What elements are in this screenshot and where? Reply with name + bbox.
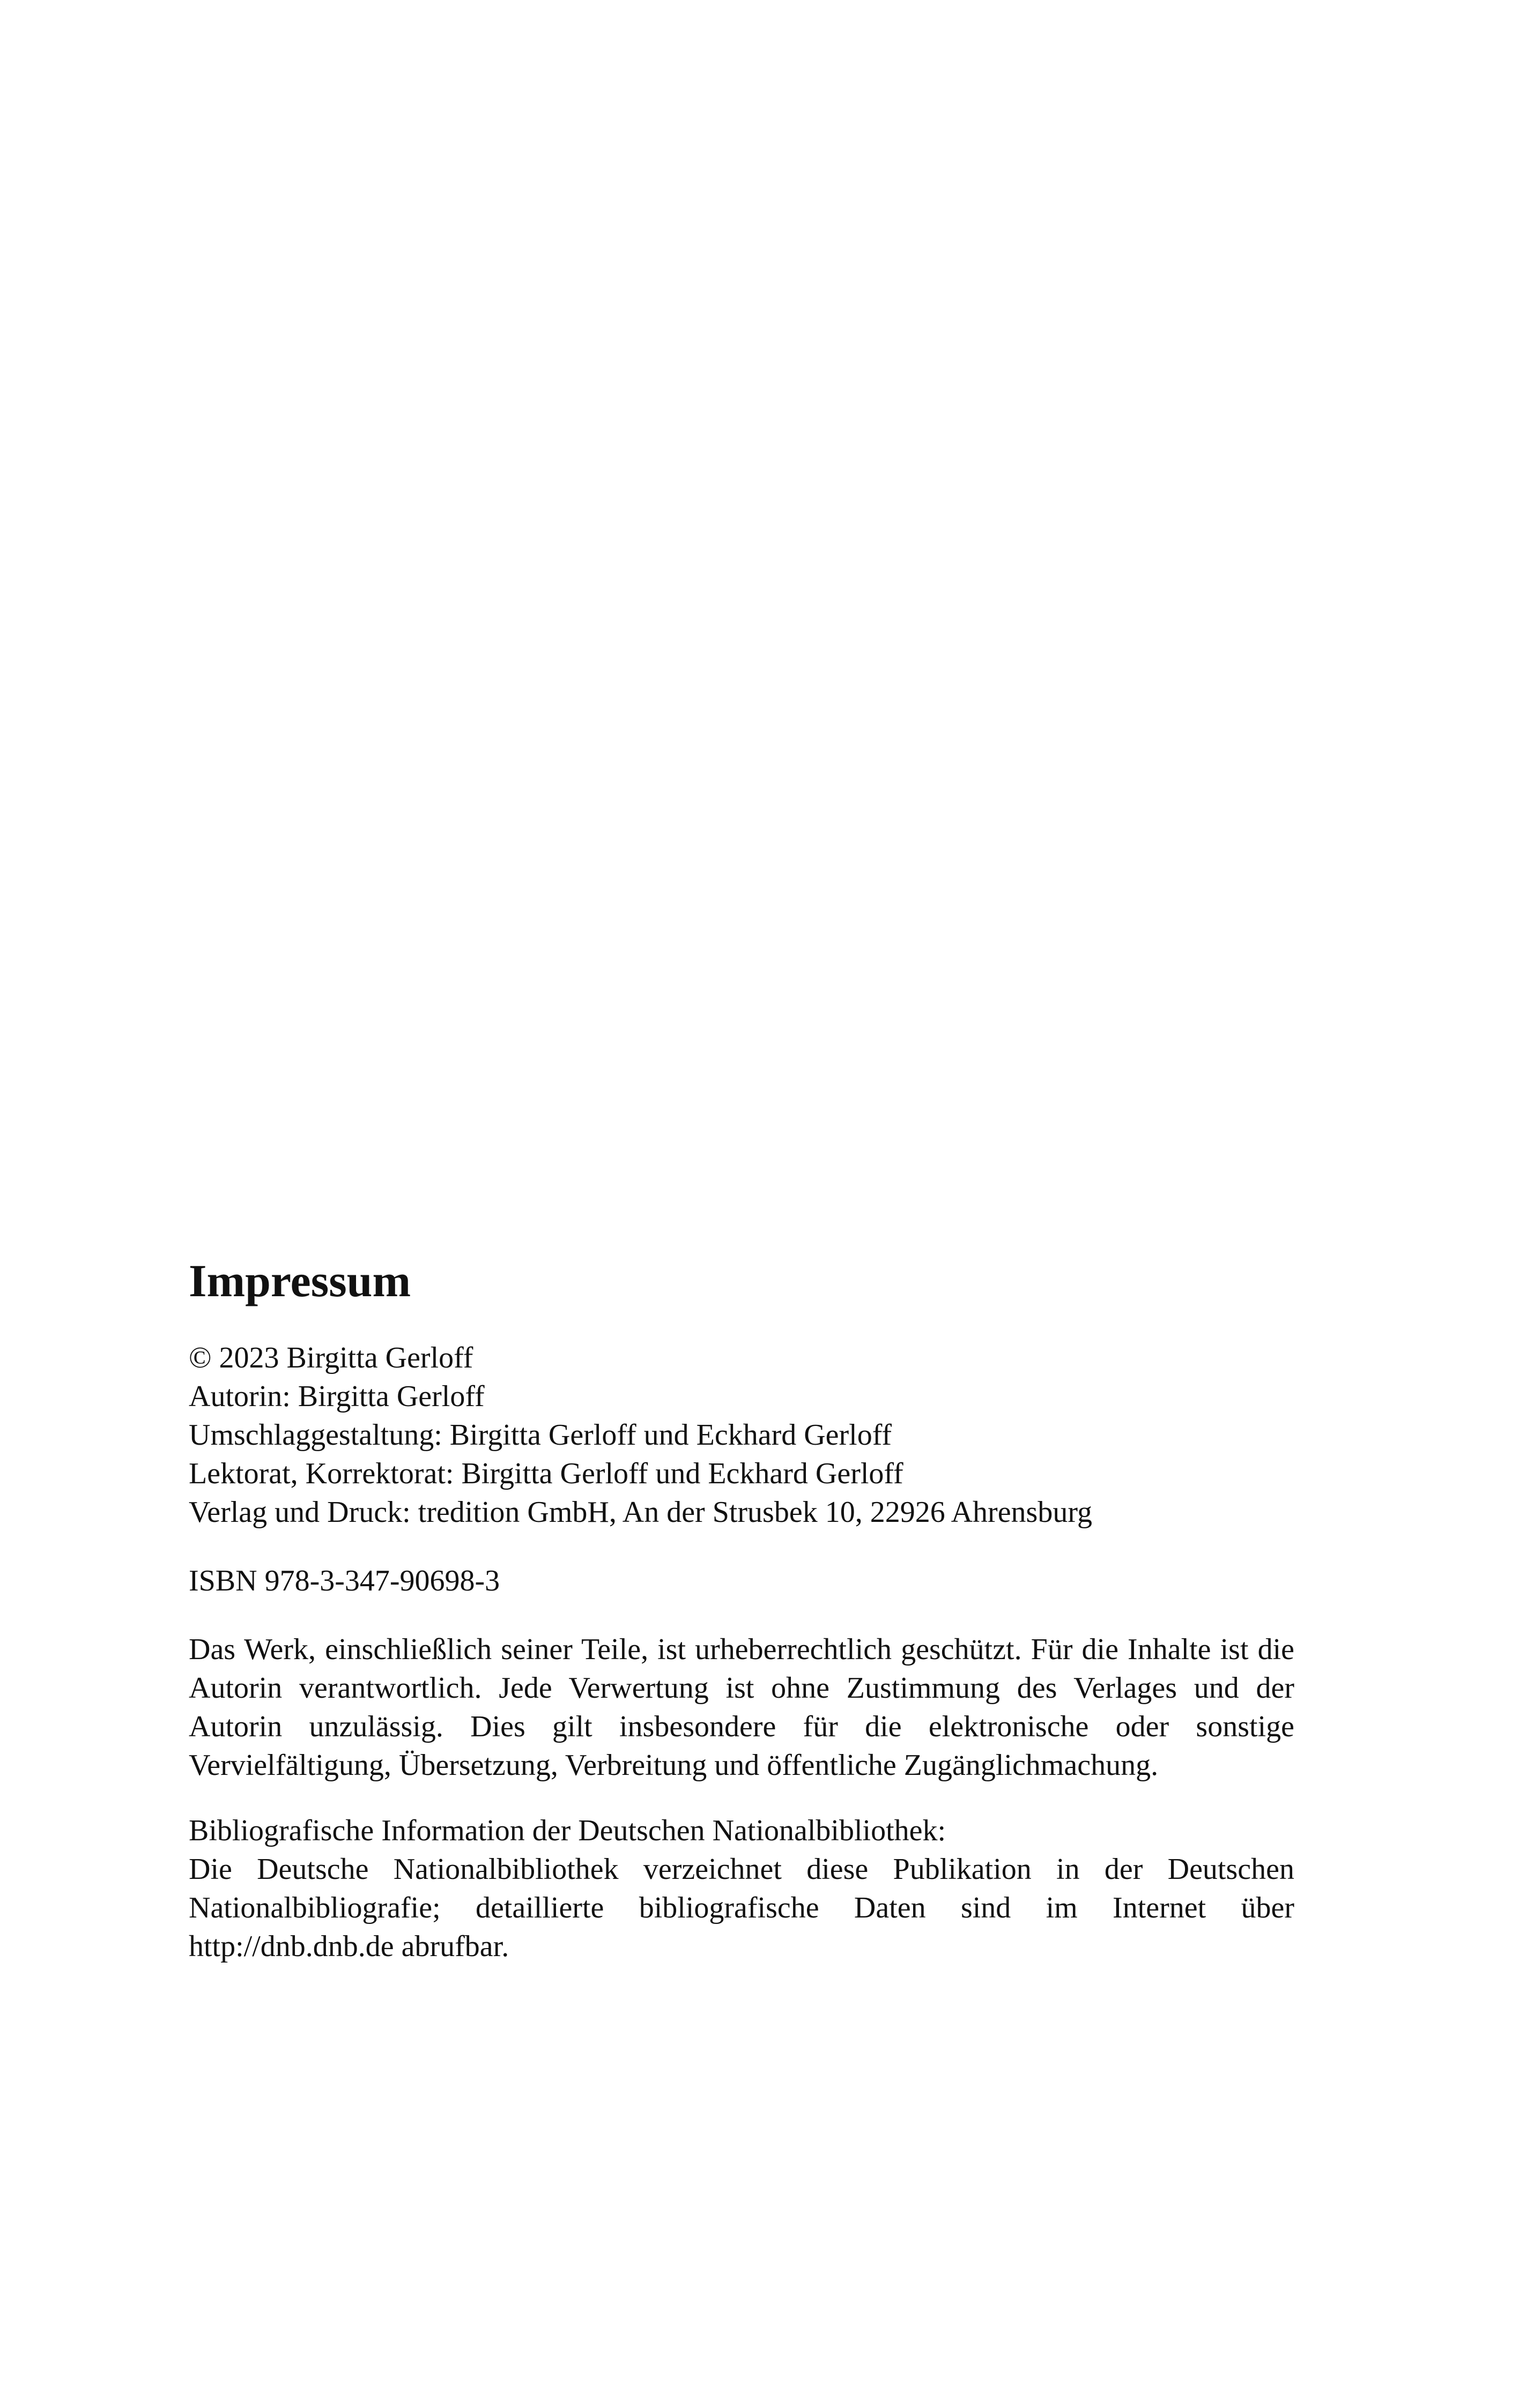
publisher-line: Verlag und Druck: tredition GmbH, An der Strusbek 10, 22926 Ahrensburg (189, 1495, 1092, 1529)
credits-block (189, 1339, 1294, 1532)
dnb-info (189, 1811, 1294, 1966)
copyright-notice: Das Werk, einschließlich seiner Teile, ist urheberrechtlich geschützt. Für die Inhalte ist die Autorin verantwortlich. Jede Verwertung ist ohne Zustimmung des Verlages und der Autorin unzulässig. Dies gilt insbesondere für die elektronische oder sonstige Vervielfältigung, Übersetzung, Verbreitung und öffentliche Zugänglichmachung. (189, 1632, 1294, 1782)
imprint-section (189, 1254, 1294, 1993)
copyright-line: © 2023 Birgitta Gerloff (189, 1341, 473, 1374)
author-line: Autorin: Birgitta Gerloff (189, 1379, 485, 1413)
page-title: Impressum (189, 1255, 411, 1306)
cover-design-line: Umschlaggestaltung: Birgitta Gerloff und Eckhard Gerloff (189, 1418, 892, 1452)
isbn-line: ISBN 978-3-347-90698-3 (189, 1564, 500, 1597)
dnb-text: Die Deutsche Nationalbibliothek verzeichnet diese Publikation in der Deutschen Nationalbibliografie; detaillierte bibliografische Daten sind im Internet über http://dnb.dnb.de abrufbar. (189, 1852, 1294, 1963)
dnb-heading: Bibliografische Information der Deutschen Nationalbibliothek: (189, 1814, 946, 1847)
editing-line: Lektorat, Korrektorat: Birgitta Gerloff und Eckhard Gerloff (189, 1456, 903, 1490)
